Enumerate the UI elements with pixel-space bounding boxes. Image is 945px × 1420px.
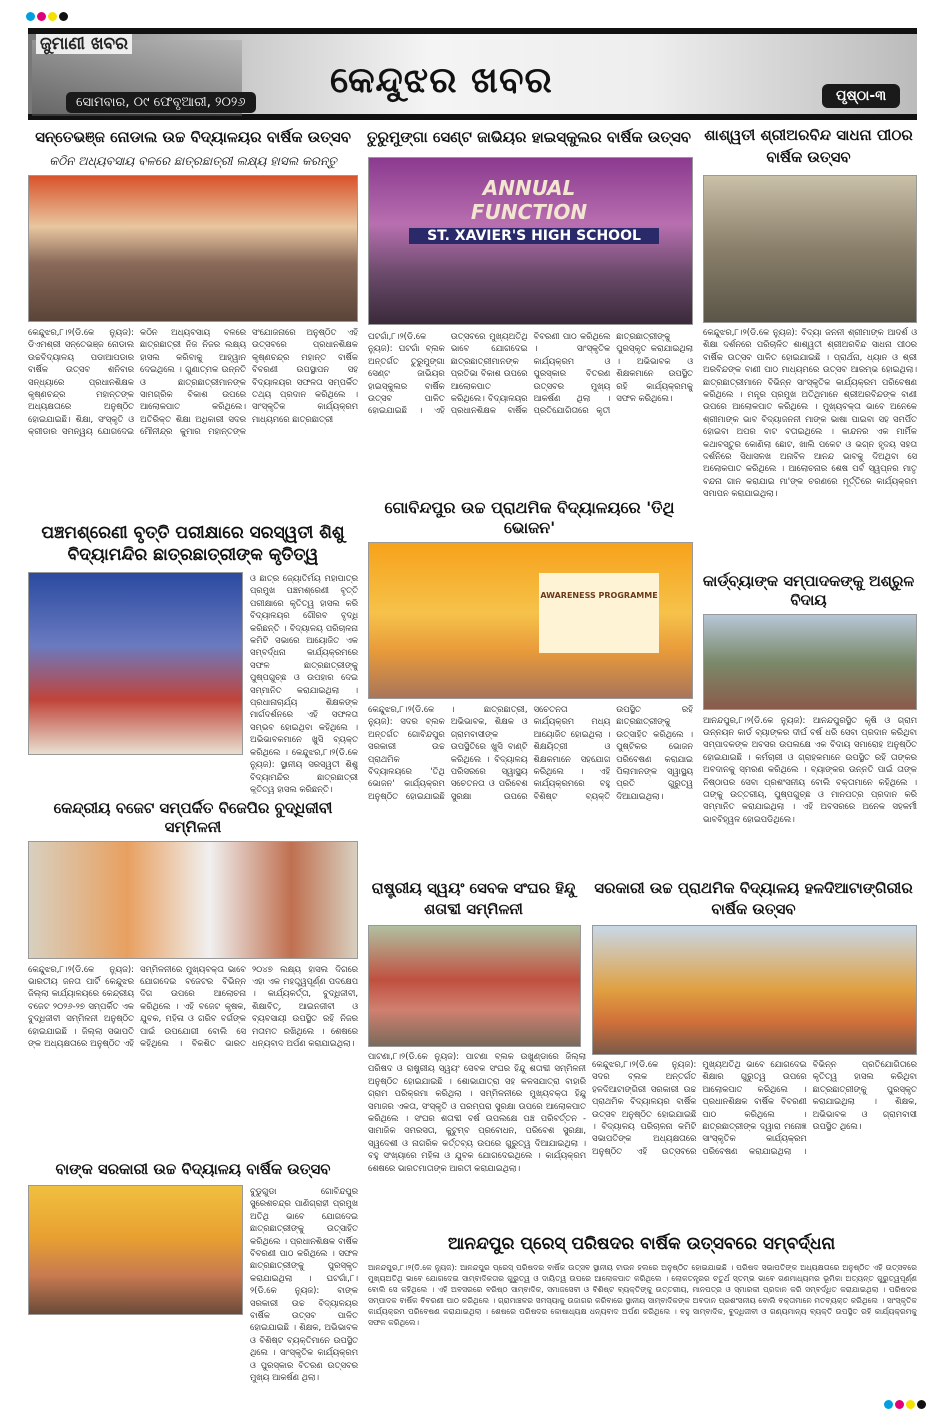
photo-santhebhanja-dignitaries: [28, 175, 358, 322]
article-body-st-xaviers: ଘଟଗାଁ,୮।୨(ଡି.କେ ନ୍ୟୁଜ): ଘଟଗାଁ ବ୍ଲକ ଅନ୍ତର୍ଗତ ତୁରୁମୁଙ୍ଗା ସେଣ୍ଟ ଜାଭିୟର ହାଇସ୍କୁଲର ବାର୍ଷିକ ଉତ୍ସବ ପାଳିତ ହୋଇଯାଇଛି । ଏହି ଉତ୍ସବରେ ମୁଖ୍ୟଅତିଥି ଭାବେ ଯୋଗଦେଇ ଛାତ୍ରଛାତ୍ରୀମାନଙ୍କ ପ୍ରତିଭା ବିକାଶ ଉପରେ ଆଲୋକପାତ କରିଥିଲେ। ବିଦ୍ୟାଳୟର ପ୍ରଧାନଶିକ୍ଷକ ବାର୍ଷିକ ବିବରଣୀ ପାଠ କରିଥିଲେ । ସାଂସ୍କୃତିକ କାର୍ଯ୍ୟକ୍ରମ ଓ ପୁରସ୍କାର ବିତରଣ ଉତ୍ସବର ମୁଖ୍ୟ ଆକର୍ଷଣ ଥିଲା । ପ୍ରତିଯୋଗିତାରେ କୃତୀ ଛାତ୍ରଛାତ୍ରୀଙ୍କୁ ପୁରସ୍କୃତ କରାଯାଇଥିଲା । ଅଭିଭାବକ ଓ ଶିକ୍ଷକମାନେ ଉପସ୍ଥିତ ରହି କାର୍ଯ୍ୟକ୍ରମକୁ ସଫଳ କରିଥିଲେ।: [368, 331, 693, 416]
article-body-sri-aurobindo: କେନ୍ଦୁଝର,୮।୨(ଡି.କେ ନ୍ୟୁଜ): ବିଦ୍ୟା ଜନନୀ ଶ୍ରୀମାଙ୍କ ଆଦର୍ଶ ଓ ଶିକ୍ଷା ଦର୍ଶନରେ ପରିଚାଳିତ ଶାଶ୍ୱତୀ ଶ୍ରୀଅରବିନ୍ଦ ସାଧନା ପୀଠର ବାର୍ଷିକ ଉତ୍ସବ ପାଳିତ ହୋଇଯାଇଛି । ପ୍ରାର୍ଥନା, ଧ୍ୟାନ ଓ ଶ୍ରୀ ଅରବିନ୍ଦଙ୍କ ବାଣୀ ପାଠ ମାଧ୍ୟମରେ ଉତ୍ସବ ଆରମ୍ଭ ହୋଇଥିଲା। ଛାତ୍ରଛାତ୍ରୀମାନେ ବିଭିନ୍ନ ସାଂସ୍କୃତିକ କାର୍ଯ୍ୟକ୍ରମ ପରିବେଷଣ କରିଥିଲେ । ମନ୍ତ୍ର ପ୍ରମୁଖ ଅତିଥିମାନେ ଶ୍ରୀଅରବିନ୍ଦଙ୍କ ବାଣୀ ଉପରେ ଆଲୋକପାତ କରିଥିଲେ । ମୁଖ୍ୟବକ୍ତା ଭାବେ ଅନେକେ ଶ୍ରୀମାଙ୍କ ଭାବ ବିଦ୍ୟାଜନନୀ ମାଙ୍କ ଭାଷା ପାଇବା ସହ ସମର୍ପିତ ହୋଇବା ଅପର ବାଟ ବତାଇଥିଲେ । କାନ୍ଦନର ଏକ ମାର୍ମିକ କଥାବସ୍ତୁର କୋଣିଲା ଛୋଟ, ଖାଲି ପକେଟ ଓ ଭଗ୍ନ ହୃଦୟ ସହତା ଦର୍ଶନିରେ ସିଧାସଳଖ ଅନାବିଳ ଆନନ୍ଦ ଭାବକୁ ଦିଅଥିବା ସେ ଅଲୋକପାତ କରିଥିଲେ । ଆଲୋଚନାର ଶେଷ ପର୍ବ ସ୍ୱପ୍ନର ମାତୃ ବନ୍ଦନା ଗାନ କରାଯାଇ ମା'ଙ୍କ ଚରଣରେ ମୂର୍ତ୍ତିରେ କାର୍ଯ୍ୟକ୍ରମ ସମାପନ କରାଯାଇଥିଲା।: [703, 327, 917, 499]
article-gobindpur: [366, 498, 693, 870]
cmyk-registration-marks-top: [26, 12, 68, 21]
banner-annual-function: ANNUAL FUNCTION: [470, 176, 588, 224]
page-number: ପୃଷ୍ଠା-୩: [822, 84, 900, 108]
article-body-bjp-budget: କେନ୍ଦୁଝର,୮।୨(ଡି.କେ ନ୍ୟୁଜ): ଭାରତୀୟ ଜନତା ପାର୍ଟି କେନ୍ଦୁଝର ଜିଲ୍ଲା କାର୍ଯ୍ୟାଳୟରେ କେନ୍ଦ୍ରୀୟ ବଜେଟ ୨୦୨୬-୨୭ ସମ୍ପର୍କିତ ଏକ ବୁଦ୍ଧିଜୀବୀ ସମ୍ମିଳନୀ ଅନୁଷ୍ଠିତ ହୋଇଯାଇଛି । ଜିଲ୍ଲା ସଭାପତି ଙ୍କ ଅଧ୍ୟକ୍ଷତାରେ ଅନୁଷ୍ଠିତ ଏହି ସମ୍ମିଳନୀରେ ମୁଖ୍ୟବକ୍ତା ଭାବେ ଯୋଗଦେଇ ବଜେଟର ବିଭିନ୍ନ ଦିଗ ଉପରେ ଆଲୋଚନା କରିଥିଲେ । ଏହି ବଜେଟ କୃଷକ, ଯୁବକ, ମହିଳା ଓ ଗରିବ ବର୍ଗଙ୍କ ପାଇଁ ଉପଯୋଗୀ ବୋଲି ସେ କହିଥିଲେ । ବିକଶିତ ଭାରତ ୨୦୪୭ ଲକ୍ଷ୍ୟ ହାସଲ ଦିଗରେ ଏହା ଏକ ମହତ୍ତ୍ୱପୂର୍ଣ୍ଣ ପଦକ୍ଷେପ । କାର୍ଯ୍ୟକର୍ତ୍ତା, ବୁଦ୍ଧିଜୀବୀ, ଶିକ୍ଷାବିତ୍, ଆଇନଜୀବୀ ଓ ବ୍ୟବସାୟୀ ଉପସ୍ଥିତ ରହି ନିଜର ମତାମତ ରଖିଥିଲେ । ଶେଷରେ ଧନ୍ୟବାଦ ଅର୍ପଣ କରାଯାଇଥିଲା।: [28, 963, 358, 1048]
photo-bjp-seminar: [28, 841, 358, 959]
headline-sri-aurobindo: ଶାଶ୍ୱତୀ ଶ୍ରୀଅରବିନ୍ଦ ସାଧନା ପୀଠର ବାର୍ଷିକ ଉତ୍ସବ: [704, 126, 913, 166]
headline-gobindpur: ଗୋବିନ୍ଦପୁର ଉଚ୍ଚ ପ୍ରାଥମିକ ବିଦ୍ୟାଳୟରେ 'ତିଥି ଭୋଜନ': [384, 498, 675, 537]
photo-rss-procession: [368, 925, 581, 1047]
banner-school-name: ST. XAVIER'S HIGH SCHOOL: [409, 228, 659, 244]
article-body-card-bank: ଆନନ୍ଦପୁର,୮।୨(ଡି.କେ ନ୍ୟୁଜ): ଆନନ୍ଦପୁରସ୍ଥିତ କୃଷି ଓ ଗ୍ରାମ ଉନ୍ନୟନ କାର୍ଡ ବ୍ୟାଙ୍କର ଦୀର୍ଘ ବର୍ଷ ଧରି ସେବା ପ୍ରଦାନ କରିଥିବା ସମ୍ପାଦକଙ୍କ ଅବସର ଉପଲକ୍ଷେ ଏକ ବିଦାୟ ସମାରୋହ ଅନୁଷ୍ଠିତ ହୋଇଯାଇଛି । କର୍ମଚାରୀ ଓ ଗ୍ରାହକମାନେ ଉପସ୍ଥିତ ରହି ତାଙ୍କର ଅବଦାନକୁ ସ୍ମରଣ କରିଥିଲେ । ବ୍ୟାଙ୍କର ଉନ୍ନତି ପାଇଁ ତାଙ୍କ ନିଷ୍ଠାପର ସେବା ପ୍ରଶଂସନୀୟ ବୋଲି ବକ୍ତାମାନେ କହିଥିଲେ । ତାଙ୍କୁ ଉତ୍ତରୀୟ, ପୁଷ୍ପଗୁଚ୍ଛ ଓ ମାନପତ୍ର ପ୍ରଦାନ କରି ସମ୍ମାନିତ କରାଯାଇଥିଲା । ଏହି ଅବସରରେ ଅନେକ ସହକର୍ମୀ ଭାବବିହ୍ୱଳ ହୋଇପଡିଥିଲେ।: [703, 714, 917, 824]
banner-awareness-programme: AWARENESS PROGRAMME: [539, 573, 659, 653]
headline-bjp-budget: କେନ୍ଦ୍ରୀୟ ବଜେଟ ସମ୍ପର୍କିତ ବିଜେପିର ବୁଦ୍ଧିଜୀବୀ ସମ୍ମିଳନୀ: [53, 799, 333, 836]
photo-saraswati-students: [28, 572, 243, 755]
article-body-saraswati-shishu: ଓ ଛାତ୍ର ଜ୍ୟୋତିର୍ମୟ ମହାପାତ୍ର ପ୍ରମୁଖ ପଞ୍ଚମଶ୍ରେଣୀ ବୃତ୍ତି ପରୀକ୍ଷାରେ କୃତିତ୍ୱ ହାସଲ କରି ବିଦ୍ୟାଳୟର ଗୌରବ ବୃଦ୍ଧି କରିଛନ୍ତି । ବିଦ୍ୟାଳୟ ପରିଚାଳନା କମିଟି ସଭାରେ ଆୟୋଜିତ ଏକ ସମ୍ବର୍ଦ୍ଧନା କାର୍ଯ୍ୟକ୍ରମରେ ସଫଳ ଛାତ୍ରଛାତ୍ରୀଙ୍କୁ ପୁଷ୍ପଗୁଚ୍ଛ ଓ ଉପହାର ଦେଇ ସମ୍ମାନିତ କରାଯାଇଥିଲା । ପ୍ରଧାନାଚାର୍ଯ୍ୟ ଶିକ୍ଷକଙ୍କ ମାର୍ଗଦର୍ଶନରେ ଏହି ସଫଳତା ସମ୍ଭବ ହୋଇଥିବା କହିଥିଲେ । ଅଭିଭାବକମାନେ ଖୁସି ବ୍ୟକ୍ତ କରିଥିଲେ । କେନ୍ଦୁଝର,୮।୨(ଡି.କେ ନ୍ୟୁଜ): ସ୍ଥାନୀୟ ସରସ୍ୱତୀ ଶିଶୁ ବିଦ୍ୟାମନ୍ଦିର ଛାତ୍ରଛାତ୍ରୀ କୃତିତ୍ୱ ହାସଲ କରିଛନ୍ତି।: [250, 573, 358, 794]
headline-saraswati-shishu: ପଞ୍ଚମଶ୍ରେଣୀ ବୃତ୍ତି ପରୀକ୍ଷାରେ ସରସ୍ୱତୀ ଶିଶୁ ବିଦ୍ୟାମନ୍ଦିର ଛାତ୍ରଛାତ୍ରୀଙ୍କ କୃତିତ୍ୱ: [41, 523, 345, 565]
article-body-bank-school: ବୁଡୁଗୁଡା ଗୋବିନ୍ଦପୁର ସୁରେଶଚନ୍ଦ୍ର ପାଣିଗ୍ରାହୀ ପ୍ରମୁଖ ଅତିଥି ଭାବେ ଯୋଗଦେଇ ଛାତ୍ରଛାତ୍ରୀଙ୍କୁ ଉତ୍ସାହିତ କରିଥିଲେ । ପ୍ରଧାନଶିକ୍ଷକ ବାର୍ଷିକ ବିବରଣୀ ପାଠ କରିଥିଲେ । ସଫଳ ଛାତ୍ରଛାତ୍ରୀଙ୍କୁ ପୁରସ୍କୃତ କରାଯାଇଥିଲା । ଘଟଗାଁ,୮।୨(ଡି.କେ ନ୍ୟୁଜ): ବାଙ୍କ ସରକାରୀ ଉଚ୍ଚ ବିଦ୍ୟାଳୟର ବାର୍ଷିକ ଉତ୍ସବ ପାଳିତ ହୋଇଯାଇଛି । ଶିକ୍ଷକ, ଅଭିଭାବକ ଓ ବିଶିଷ୍ଟ ବ୍ୟକ୍ତିମାନେ ଉପସ୍ଥିତ ଥିଲେ । ସାଂସ୍କୃତିକ କାର୍ଯ୍ୟକ୍ରମ ଓ ପୁରସ୍କାର ବିତରଣ ଉତ୍ସବର ମୁଖ୍ୟ ଆକର୍ଷଣ ଥିଲା।: [250, 1186, 358, 1383]
article-body-santhebhanja: କେନ୍ଦୁଝର,୮।୨(ଡି.କେ ନ୍ୟୁଜ): ଡିଏମଶ୍ରୀ ସନ୍ତେଭଞ୍ଜ ନୋଡାଲ ଉଚ୍ଚବିଦ୍ୟାଳୟ ପଡାଆପଡାର ବାର୍ଷିକ ଉତ୍ସବ ଶନିବାର ସନ୍ଧ୍ୟାରେ ପ୍ରଧାନଶିକ୍ଷକ କୃଷ୍ଣଚନ୍ଦ୍ର ମହାନ୍ତଙ୍କ ଅଧ୍ୟକ୍ଷତାରେ ଅନୁଷ୍ଠିତ ହୋଇଯାଇଛି। ଶିକ୍ଷା, ସଂସ୍କୃତି ଓ କ୍ରୀଡାର ସମନ୍ୱୟ ଯୋଗଦେଇ କଠିନ ଅଧ୍ୟବସାୟ ବଳରେ ଛାତ୍ରଛାତ୍ରୀ ନିଜ ନିଜର ଲକ୍ଷ୍ୟ ହାସଲ କରିବାକୁ ଆହ୍ୱାନ ଦେଇଥିଲେ । ଗୁଣାତ୍ମକ ଉନ୍ନତି ଓ ଛାତ୍ରଛାତ୍ରୀମାନଙ୍କ ସାମଗ୍ରିକ ବିକାଶ ଉପରେ ଆଲୋକପାତ କରିଥିଲେ। ଅତିରିକ୍ତ ଶିକ୍ଷା ଅଧିକାରୀ ସଦର ମୌନୀନ୍ଦ୍ର କୁମାର ମହାନ୍ତଙ୍କ ସଂଯୋଜନାରେ ଅନୁଷ୍ଠିତ ଏହି ଉତ୍ସବରେ ପ୍ରଧାନଶିକ୍ଷକ କୃଷ୍ଣଚନ୍ଦ୍ର ମହାନ୍ତ ବାର୍ଷିକ ବିବରଣୀ ଉପସ୍ଥାପନ ସହ ବିଦ୍ୟାଳୟର ସଫଳତା ସମ୍ପର୍କିତ ତଥ୍ୟ ପ୍ରଦାନ କରିଥିଲେ । ସାଂସ୍କୃତିକ କାର୍ଯ୍ୟକ୍ରମ ମାଧ୍ୟମରେ ଛାତ୍ରଛାତ୍ରୀ: [28, 327, 358, 437]
photo-gobindpur-awareness: [368, 542, 693, 699]
article-bjp-budget: [28, 799, 358, 1158]
issue-date: ସୋମବାର, ୦୯ ଫେବୃଆରୀ, ୨୦୨୬: [66, 92, 256, 113]
photo-bank-school-stage: [28, 1185, 243, 1315]
headline-anandapur-press: ଆନନ୍ଦପୁର ପ୍ରେସ୍ ପରିଷଦର ବାର୍ଷିକ ଉତ୍ସବରେ ସମ୍ବର୍ଦ୍ଧନା: [447, 1234, 836, 1254]
article-body-haladiatangiri: କେନ୍ଦୁଝର,୮।୨(ଡି.କେ ନ୍ୟୁଜ): ସଦର ବ୍ଲକ ଅନ୍ତର୍ଗତ ହଳଦିଆଟାଙ୍ଗିରୀ ସରକାରୀ ଉଚ୍ଚ ପ୍ରାଥମିକ ବିଦ୍ୟାଳୟର ବାର୍ଷିକ ଉତ୍ସବ ଅନୁଷ୍ଠିତ ହୋଇଯାଇଛି । ବିଦ୍ୟାଳୟ ପରିଚାଳନା କମିଟି ସଭାପତିଙ୍କ ଅଧ୍ୟକ୍ଷତାରେ ଅନୁଷ୍ଠିତ ଏହି ଉତ୍ସବରେ ମୁଖ୍ୟଅତିଥି ଭାବେ ଯୋଗଦେଇ ଶିକ୍ଷାର ଗୁରୁତ୍ୱ ଉପରେ ଆଲୋକପାତ କରିଥିଲେ । ପ୍ରଧାନଶିକ୍ଷକ ବାର୍ଷିକ ବିବରଣୀ ପାଠ କରିଥିଲେ । ଛାତ୍ରଛାତ୍ରୀଙ୍କ ଦ୍ୱାରା ମନୋଜ୍ଞ ସାଂସ୍କୃତିକ କାର୍ଯ୍ୟକ୍ରମ ପରିବେଷଣ କରାଯାଇଥିଲା । ବିଭିନ୍ନ ପ୍ରତିଯୋଗିତାରେ କୃତିତ୍ୱ ହାସଲ କରିଥିବା ଛାତ୍ରଛାତ୍ରୀଙ୍କୁ ପୁରସ୍କୃତ କରାଯାଇଥିଲା । ଶିକ୍ଷକ, ଅଭିଭାବକ ଓ ଗ୍ରାମବାସୀ ଉପସ୍ଥିତ ଥିଲେ।: [592, 1059, 917, 1156]
article-body-anandapur-press: ଆନନ୍ଦପୁର,୮।୨(ଡି.କେ ନ୍ୟୁଜ): ଆନନ୍ଦପୁର ପ୍ରେସ୍ ପରିଷଦର ବାର୍ଷିକ ଉତ୍ସବ ସ୍ଥାନୀୟ ଟାଉନ ହଲରେ ଅନୁଷ୍ଠିତ ହୋଇଯାଇଛି । ପରିଷଦ ସଭାପତିଙ୍କ ଅଧ୍ୟକ୍ଷତାରେ ଅନୁଷ୍ଠିତ ଏହି ଉତ୍ସବରେ ମୁଖ୍ୟଅତିଥି ଭାବେ ଯୋଗଦେଇ ସାମ୍ବାଦିକତାର ଗୁରୁତ୍ୱ ଓ ଦାୟିତ୍ୱ ଉପରେ ଆଲୋକପାତ କରିଥିଲେ । ଲୋକତନ୍ତ୍ରର ଚତୁର୍ଥ ସ୍ତମ୍ଭ ଭାବେ ଗଣମାଧ୍ୟମର ଭୂମିକା ଅତ୍ୟନ୍ତ ଗୁରୁତ୍ୱପୂର୍ଣ୍ଣ ବୋଲି ସେ କହିଥିଲେ । ଏହି ଅବସରରେ ବରିଷ୍ଠ ସାମ୍ବାଦିକ, ସମାଜସେବୀ ଓ ବିଶିଷ୍ଟ ବ୍ୟକ୍ତିଙ୍କୁ ଉତ୍ତରୀୟ, ମାନପତ୍ର ଓ ସ୍ମାରକୀ ପ୍ରଦାନ କରି ସମ୍ବର୍ଦ୍ଧିତ କରାଯାଇଥିଲା । ପରିଷଦର ସମ୍ପାଦକ ବାର୍ଷିକ ବିବରଣୀ ପାଠ କରିଥିଲେ । ଗ୍ରାମାଞ୍ଚଳର ସମସ୍ୟାକୁ ଉଜାଗର କରିବାରେ ସ୍ଥାନୀୟ ସାମ୍ବାଦିକଙ୍କ ଅବଦାନ ପ୍ରଶଂସନୀୟ ବୋଲି ବକ୍ତାମାନେ ମତବ୍ୟକ୍ତ କରିଥିଲେ । ସାଂସ୍କୃତିକ କାର୍ଯ୍ୟକ୍ରମ ପରିବେଷଣ କରାଯାଇଥିଲା । ଶେଷରେ ପରିଷଦର କୋଷାଧ୍ୟକ୍ଷ ଧନ୍ୟବାଦ ଅର୍ପଣ କରିଥିଲେ । ବହୁ ସାମ୍ବାଦିକ, ବୁଦ୍ଧିଜୀବୀ ଓ ଗଣ୍ୟମାନ୍ୟ ବ୍ୟକ୍ତି ଉପସ୍ଥିତ ରହି କାର୍ଯ୍ୟକ୍ରମକୁ ସଫଳ କରିଥିଲେ।: [368, 1263, 917, 1327]
brand-name: ଜୁମାଣୀ ଖବର: [36, 34, 132, 54]
headline-rss-sammilani: ରାଷ୍ଟ୍ରୀୟ ସ୍ୱୟଂ ସେବକ ସଂଘର ହିନ୍ଦୁ ଶତାବ୍ଦୀ ସମ୍ମିଳନୀ: [371, 879, 576, 918]
photo-haladiatangiri-guests: [592, 925, 917, 1055]
article-body-rss: ପାଟଣା,୮।୨(ଡି.କେ ନ୍ୟୁଜ): ପାଟଣା ବ୍ଲକ ଉଖୁଣ୍ଡାରେ ଜିଲ୍ଲା ପରିଷଦ ଓ ରାଷ୍ଟ୍ରୀୟ ସ୍ୱୟଂ ସେବକ ସଂଘର ହିନ୍ଦୁ ଶତାବ୍ଦୀ ସମ୍ମିଳନୀ ଅନୁଷ୍ଠିତ ହୋଇଯାଇଛି । ଶୋଭାଯାତ୍ରା ସହ କଳସଯାତ୍ରା ବାହାରି ଗ୍ରାମ ପରିକ୍ରମା କରିଥିଲା । ସମ୍ମିଳନୀରେ ମୁଖ୍ୟବକ୍ତା ହିନ୍ଦୁ ସମାଜର ଏକତା, ସଂସ୍କୃତି ଓ ପରମ୍ପରା ସୁରକ୍ଷା ଉପରେ ଆଲୋକପାତ କରିଥିଲେ । ସଂଘର ଶତାବ୍ଦୀ ବର୍ଷ ଉପଲକ୍ଷେ ପଞ୍ଚ ପରିବର୍ତ୍ତନ - ସାମାଜିକ ସମରସତା, କୁଟୁମ୍ବ ପ୍ରବୋଧନ, ପରିବେଶ ସୁରକ୍ଷା, ସ୍ୱଦେଶୀ ଓ ନାଗରିକ କର୍ତ୍ତବ୍ୟ ଉପରେ ଗୁରୁତ୍ୱ ଦିଆଯାଇଥିଲା । ବହୁ ସଂଖ୍ୟାରେ ମହିଳା ଓ ଯୁବକ ଯୋଗଦେଇଥିଲେ । କାର୍ଯ୍ୟକ୍ରମ ଶେଷରେ ଭାରତମାତାଙ୍କ ଆରତୀ କରାଯାଇଥିଲା।: [368, 1051, 586, 1173]
subhead-santhebhanja: କଠିନ ଅଧ୍ୟବସାୟ ବଳରେ ଛାତ୍ରଛାତ୍ରୀ ଲକ୍ଷ୍ୟ ହାସଲ କରନ୍ତୁ: [49, 154, 337, 168]
headline-card-bank: କାର୍ଡ୍‌ବ୍ୟାଙ୍କ ସମ୍ପାଦକଙ୍କୁ ଅଶ୍ରୁଳ ବିଦାୟ: [702, 572, 915, 609]
article-card-bank: [700, 572, 917, 870]
photo-st-xaviers-stage: [368, 157, 693, 325]
headline-bank-school: ବାଙ୍କ ସରକାରୀ ଉଚ୍ଚ ବିଦ୍ୟାଳୟ ବାର୍ଷିକ ଉତ୍ସବ: [55, 1160, 331, 1178]
photo-sri-aurobindo-children: [703, 175, 917, 323]
headline-haladiatangiri: ସରକାରୀ ଉଚ୍ଚ ପ୍ରାଥମିକ ବିଦ୍ୟାଳୟ ହଳଦିଆଟାଙ୍ଗିରୀର ବାର୍ଷିକ ଉତ୍ସବ: [594, 879, 913, 918]
page-title: କେନ୍ଦୁଝର ଖବର: [330, 60, 553, 101]
headline-st-xaviers: ତୁରୁମୁଙ୍ଗା ସେଣ୍ଟ ଜାଭିୟର ହାଇସ୍କୁଲର ବାର୍ଷିକ ଉତ୍ସବ: [366, 128, 692, 146]
headline-santhebhanja: ସନ୍ତେଭଞ୍ଜ ନୋଡାଲ ଉଚ୍ଚ ବିଦ୍ୟାଳୟର ବାର୍ଷିକ ଉତ୍ସବ: [35, 128, 351, 146]
cmyk-registration-marks-bottom: [884, 1400, 926, 1409]
article-body-gobindpur: କେନ୍ଦୁଝର,୮।୨(ଡି.କେ ନ୍ୟୁଜ): ସଦର ବ୍ଲକ ଅନ୍ତର୍ଗତ ଗୋବିନ୍ଦପୁର ସରକାରୀ ଉଚ୍ଚ ପ୍ରାଥମିକ ବିଦ୍ୟାଳୟରେ 'ତିଥି ଭୋଜନ' କାର୍ଯ୍ୟକ୍ରମ ଅନୁଷ୍ଠିତ ହୋଇଯାଇଛି । ଛାତ୍ରଛାତ୍ରୀ, ଅଭିଭାବକ, ଶିକ୍ଷକ ଓ ଗ୍ରାମବାସୀଙ୍କ ଉପସ୍ଥିତିରେ ଖୁସି ବାଣ୍ଟି କରିଥିଲେ । ବିଦ୍ୟାଳୟ ପରିସରରେ ସ୍ୱାସ୍ଥ୍ୟ ସଚେତନତା ଓ ପରିବେଶ ସୁରକ୍ଷା ଉପରେ ସଚେତନତା କାର୍ଯ୍ୟକ୍ରମ ମଧ୍ୟ ଆୟୋଜିତ ହୋଇଥିଲା । ଶିକ୍ଷୟିତ୍ରୀ ଓ ଶିକ୍ଷକମାନେ ସହଯୋଗ କରିଥିଲେ । ଏହି କାର୍ଯ୍ୟକ୍ରମରେ ବହୁ ବିଶିଷ୍ଟ ବ୍ୟକ୍ତି ଉପସ୍ଥିତ ରହି ଛାତ୍ରଛାତ୍ରୀଙ୍କୁ ଉତ୍ସାହିତ କରିଥିଲେ । ପୁଷ୍ଟିକର ଭୋଜନ ପରିବେଷଣ କରାଯାଇ ପିଲାମାନଙ୍କ ସ୍ୱାସ୍ଥ୍ୟ ପ୍ରତି ଗୁରୁତ୍ୱ ଦିଆଯାଇଥିଲା।: [368, 704, 693, 801]
photo-card-bank-farewell: [703, 614, 917, 710]
